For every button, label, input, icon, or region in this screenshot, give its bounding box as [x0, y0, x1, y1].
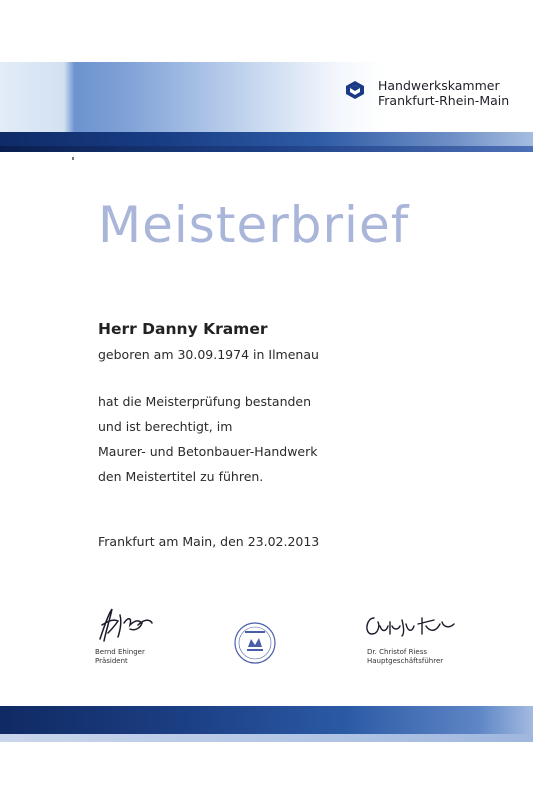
signature-left-caption — [95, 648, 145, 666]
footer-bar — [0, 706, 533, 734]
signer-left-name: Bernd Ehinger — [95, 648, 145, 656]
signature-left-icon — [94, 605, 154, 645]
document-title: Meisterbrief — [98, 196, 410, 254]
org-name-line2: Frankfurt-Rhein-Main — [378, 93, 510, 108]
birth-line: geboren am 30.09.1974 in Ilmenau — [98, 347, 319, 362]
org-name — [378, 78, 509, 108]
body-line-1: hat die Meisterprüfung bestanden — [98, 394, 312, 409]
footer-light — [0, 734, 533, 742]
signer-left-role: Präsident — [95, 657, 128, 665]
body-line-4: den Meistertitel zu führen. — [98, 469, 264, 484]
recipient-name: Herr Danny Kramer — [98, 320, 268, 338]
hwk-cube-logo-icon — [345, 80, 365, 100]
scan-mark — [72, 157, 74, 160]
place-date: Frankfurt am Main, den 23.02.2013 — [98, 534, 320, 549]
signer-right-role: Hauptgeschäftsführer — [367, 657, 444, 665]
body-line-2: und ist berechtigt, im — [98, 419, 233, 434]
header-bar-dark — [0, 146, 533, 152]
signature-right-caption — [367, 648, 443, 666]
body-line-3: Maurer- und Betonbauer-Handwerk — [98, 444, 318, 459]
org-name-line1: Handwerkskammer — [378, 78, 500, 93]
signature-right-icon — [360, 612, 460, 642]
signer-right-name: Dr. Christof Riess — [367, 648, 427, 656]
official-seal-icon — [233, 621, 277, 665]
